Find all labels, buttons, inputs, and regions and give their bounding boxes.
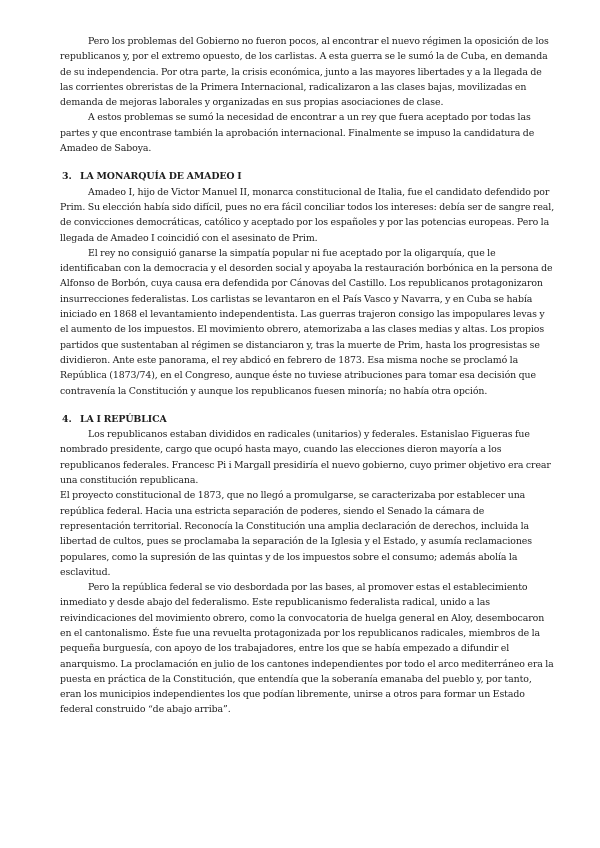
section-4-paragraph-2: El proyecto constitucional de 1873, que no llegó a promulgarse, se caracterizaba por establecer una república federal. Hacia una estricta separación de poderes, siendo el Senado la cámara de representación territorial. Reconocía la Constitución una amplia declaración de derechos, incluida la libertad de cultos, pues se proclamaba la separación de la Iglesia y el Estado, y asumía reclamaciones populares, como la supresión de las quintas y de los impuestos sobre el consumo; además abolía la esclavitud.: [60, 490, 532, 578]
section-4-paragraph-1: Los republicanos estaban divididos en radicales (unitarios) y federales. Estanislao Figueras fue nombrado presidente, cargo que ocupó hasta mayo, cuando las elecciones dieron mayoría a los republicanos federales. Francesc Pi i Margall presidiría el nuevo gobierno, cuyo primer objetivo era crear una constitución republicana.: [60, 429, 551, 487]
section-3-paragraph-2: El rey no consiguió ganarse la simpatía popular ni fue aceptado por la oligarquía, que le identificaban con la democracia y el desorden social y apoyaba la restauración borbónica en la persona de Alfonso de Borbón, cuya causa era defendida por Cánovas del Castillo. Los republicanos protagonizaron insurrecciones federalistas. Los carlistas se levantaron en el País Vasco y Navarra, y en Cuba se había iniciado en 1868 el levantamiento independentista. Las guerras trajeron consigo las impopulares levas y el aumento de los impuestos. El movimiento obrero, atemorizaba a las clases medias y altas. Los propios partidos que sustentaban al régimen se distanciaron y, tras la muerte de Prim, hasta los progresistas se dividieron. Ante este panorama, el rey abdicó en febrero de 1873. Esa misma noche se proclamó la República (1873/74), en el Congreso, aunque éste no tuviese atribuciones para tomar esa decisión que contravenía la Constitución y aunque los republicanos fuesen minoría; no había otra opción.: [60, 247, 553, 397]
intro-paragraph-2: A estos problemas se sumó la necesidad de encontrar a un rey que fuera aceptado por todas las partes y que encontrase también la aprobación internacional. Finalmente se impuso la candidatura de Amadeo de Saboya.: [60, 112, 535, 155]
section-4-title: LA I REPÚBLICA: [80, 413, 167, 425]
section-4-heading: [60, 412, 555, 427]
section-3-heading: [60, 169, 555, 184]
section-4-number: 4.: [62, 413, 72, 425]
document-page: [60, 34, 555, 718]
section-3-paragraph-1: Amadeo I, hijo de Victor Manuel II, monarca constitucional de Italia, fue el candidato defendido por Prim. Su elección había sido difícil, pues no era fácil conciliar todos los intereses: debía ser de sangre real, de convicciones democráticas, católico y aceptado por los españoles y por las potencias europeas. Pero la llegada de Amadeo I coincidió con el asesinato de Prim.: [60, 186, 555, 244]
section-3-title: LA MONARQUÍA DE AMADEO I: [80, 171, 242, 183]
section-4-paragraph-3: Pero la república federal se vio desbordada por las bases, al promover estas el establecimiento inmediato y desde abajo del federalismo. Este republicanismo federalista radical, unido a las reivindicaciones del movimiento obrero, como la convocatoria de huelga general en Aloy, desembocaron en el cantonalismo. Éste fue una revuelta protagonizada por los republicanos radicales, miembros de la pequeña burguesía, con apoyo de los trabajadores, entre los que se había empezado a difundir el anarquismo. La proclamación en julio de los cantones independientes por todo el arco mediterráneo era la puesta en práctica de la Constitución, que entendía que la soberanía emanaba del pueblo y, por tanto, eran los municipios independientes los que podían libremente, unirse a otros para formar un Estado federal construido “de abajo arriba”.: [60, 582, 554, 716]
intro-paragraph-1: Pero los problemas del Gobierno no fueron pocos, al encontrar el nuevo régimen la oposición de los republicanos y, por el extremo opuesto, de los carlistas. A esta guerra se le sumó la de Cuba, en demanda de su independencia. Por otra parte, la crisis económica, junto a las mayores libertades y a la llegada de las corrientes obreristas de la Primera Internacional, radicalizaron a las clases bajas, movilizadas en demanda de mejoras laborales y organizadas en sus propias asociaciones de clase.: [60, 36, 549, 109]
section-3-number: 3.: [62, 171, 72, 183]
